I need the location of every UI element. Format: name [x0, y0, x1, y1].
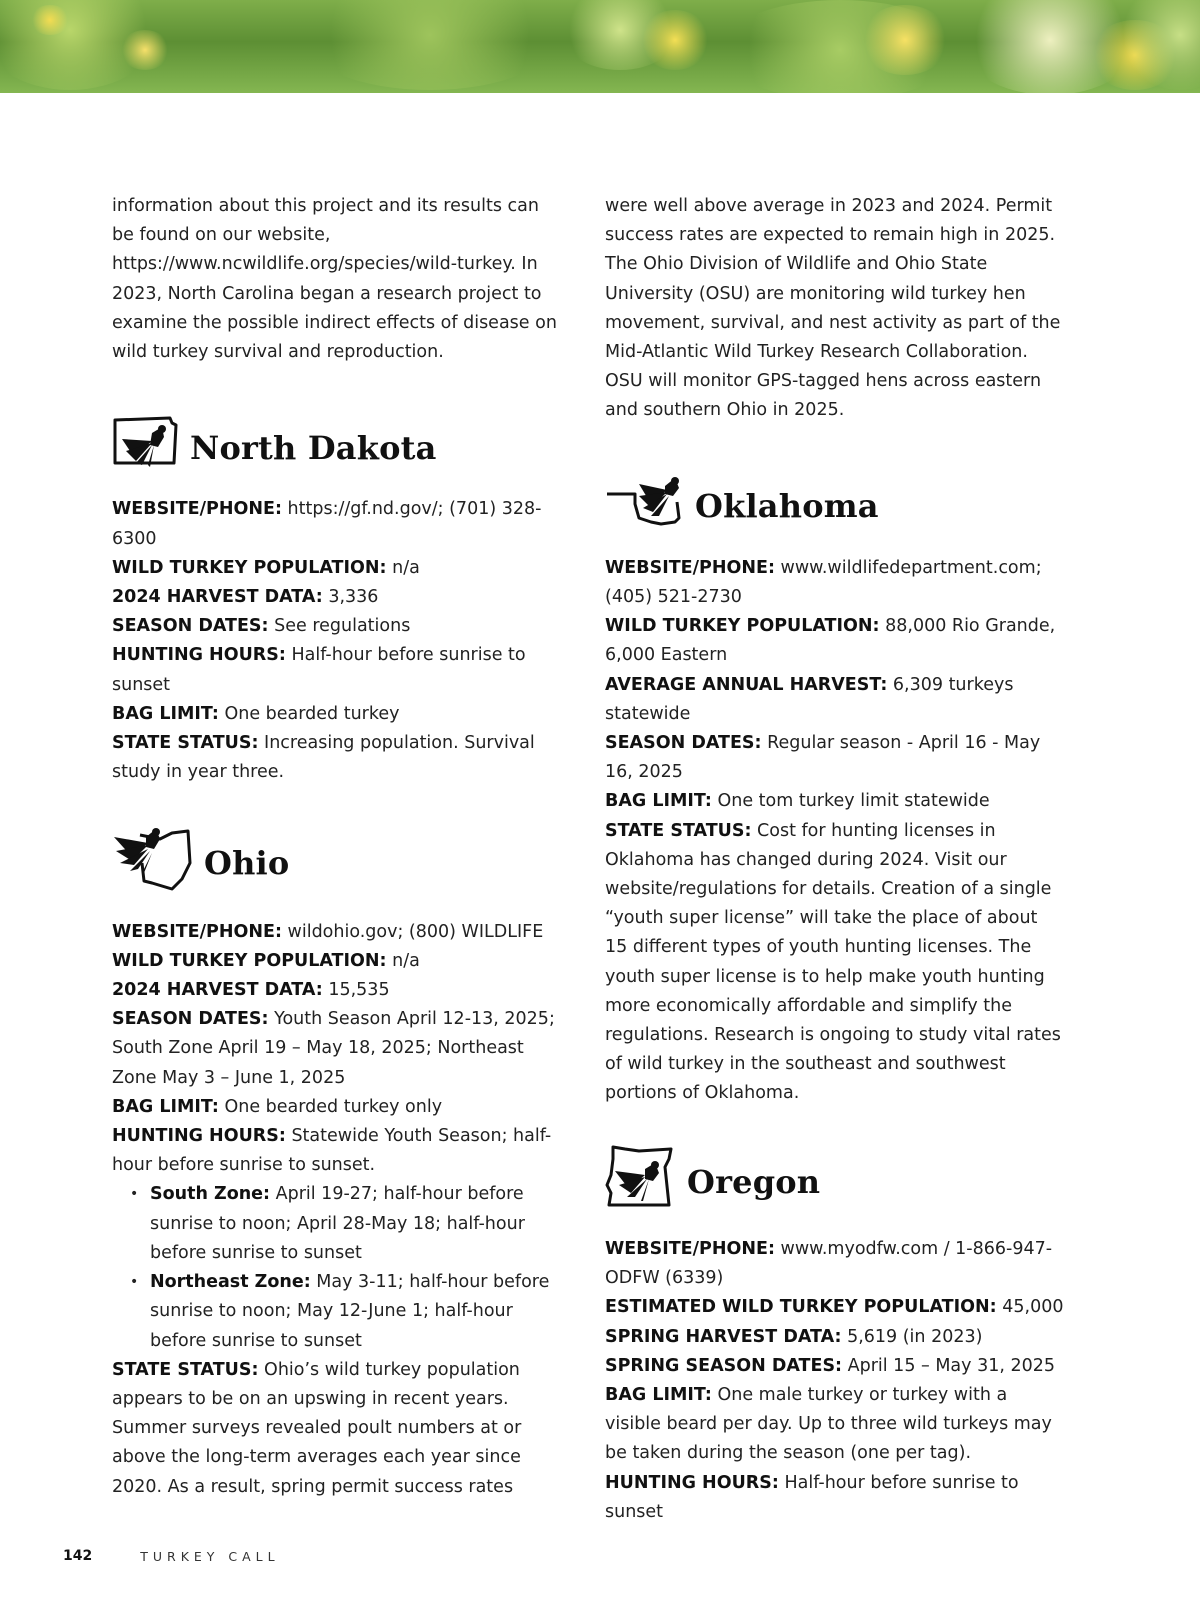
- oklahoma-harvest: AVERAGE ANNUAL HARVEST: 6,309 turkeys statewide: [605, 674, 1014, 724]
- oregon-season: SPRING SEASON DATES: April 15 – May 31, 2025: [605, 1355, 1056, 1376]
- page-footer: [63, 1548, 280, 1565]
- north-dakota-population: WILD TURKEY POPULATION: n/a: [112, 557, 420, 578]
- north-dakota-turkey-icon: [112, 415, 178, 481]
- oklahoma-heading: [605, 474, 1065, 540]
- oklahoma-bag-limit: BAG LIMIT: One tom turkey limit statewide: [605, 791, 990, 812]
- north-dakota-heading: [112, 415, 562, 481]
- ohio-season: SEASON DATES: Youth Season April 12-13, 2025; South Zone April 19 – May 18, 2025; Northeast Zone May 3 – June 1, 2025: [112, 1009, 555, 1088]
- oklahoma-season: SEASON DATES: Regular season - April 16 - May 16, 2025: [605, 733, 1041, 783]
- ohio-hours: HUNTING HOURS: Statewide Youth Season; half-hour before sunrise to sunset.: [112, 1126, 552, 1176]
- page-number: 142: [63, 1548, 93, 1564]
- ohio-turkey-icon: [112, 823, 192, 903]
- right-column: [605, 192, 1065, 1527]
- north-dakota-website: WEBSITE/PHONE: https://gf.nd.gov/; (701) 328-6300: [112, 499, 542, 549]
- intro-paragraph-right: were well above average in 2023 and 2024. Permit success rates are expected to remain high in 2025. The Ohio Division of Wildlife and Ohio State University (OSU) are monitoring wild turkey hen movement, survival, and nest activity as part of the Mid-Atlantic Wild Turkey Research Collaboration. OSU will monitor GPS-tagged hens across eastern and southern Ohio in 2025.: [605, 196, 1061, 421]
- ohio-heading: [112, 823, 562, 903]
- oklahoma-status: STATE STATUS: Cost for hunting licenses in Oklahoma has changed during 2024. Visit our website/regulations for details. Creation of a single “youth super license” will take the place of about 15 different types of youth hunting licenses. The youth super license is to help make youth hunting more economically affordable and simplify the regulations. Research is ongoing to study vital rates of wild turkey in the southeast and southwest portions of Oklahoma.: [605, 820, 1061, 1104]
- intro-paragraph-left: information about this project and its results can be found on our website, https://www.ncwildlife.org/species/wild-turkey. In 2023, North Carolina began a research project to examine the possible indirect effects of disease on wild turkey survival and reproduction.: [112, 196, 557, 363]
- oregon-hours: HUNTING HOURS: Half-hour before sunrise to sunset: [605, 1472, 1019, 1522]
- north-dakota-bag-limit: BAG LIMIT: One bearded turkey: [112, 703, 400, 724]
- list-item: • South Zone: April 19-27; half-hour before sunrise to noon; April 28-May 18; half-hour before sunrise to sunset: [150, 1180, 562, 1268]
- ohio-zone-list: [112, 1180, 562, 1355]
- ohio-population: WILD TURKEY POPULATION: n/a: [112, 950, 420, 971]
- oklahoma-turkey-icon: [605, 474, 683, 540]
- oklahoma-title: Oklahoma: [695, 487, 879, 526]
- oregon-population: ESTIMATED WILD TURKEY POPULATION: 45,000: [605, 1297, 1064, 1318]
- north-dakota-harvest: 2024 HARVEST DATA: 3,336: [112, 587, 379, 608]
- ohio-status: STATE STATUS: Ohio’s wild turkey population appears to be on an upswing in recent years. Summer surveys revealed poult numbers at or above the long-term averages each year since 2020. As a result, spring permit success rates: [112, 1359, 522, 1497]
- oklahoma-population: WILD TURKEY POPULATION: 88,000 Rio Grande, 6,000 Eastern: [605, 616, 1056, 666]
- ohio-bag-limit: BAG LIMIT: One bearded turkey only: [112, 1096, 443, 1117]
- ohio-harvest: 2024 HARVEST DATA: 15,535: [112, 980, 390, 1001]
- north-dakota-season: SEASON DATES: See regulations: [112, 616, 411, 637]
- north-dakota-hours: HUNTING HOURS: Half-hour before sunrise to sunset: [112, 645, 526, 695]
- oregon-heading: [605, 1145, 1065, 1221]
- oregon-title: Oregon: [687, 1163, 821, 1202]
- ohio-title: Ohio: [204, 843, 290, 882]
- oklahoma-website: WEBSITE/PHONE: www.wildlifedepartment.com; (405) 521-2730: [605, 557, 1042, 608]
- north-dakota-title: North Dakota: [190, 428, 437, 467]
- list-item: • Northeast Zone: May 3-11; half-hour before sunrise to noon; May 12-June 1; half-hour before sunrise to sunset: [150, 1268, 562, 1356]
- oregon-turkey-icon: [605, 1145, 675, 1221]
- oregon-harvest: SPRING HARVEST DATA: 5,619 (in 2023): [605, 1326, 983, 1347]
- publication-name: TURKEY CALL: [140, 1549, 280, 1564]
- left-column: [112, 192, 562, 1502]
- header-banner-image: [0, 0, 1200, 93]
- ohio-website: WEBSITE/PHONE: wildohio.gov; (800) WILDLIFE: [112, 921, 544, 942]
- oregon-website: WEBSITE/PHONE: www.myodfw.com / 1-866-947-ODFW (6339): [605, 1238, 1053, 1289]
- oregon-bag-limit: BAG LIMIT: One male turkey or turkey with a visible beard per day. Up to three wild turkeys may be taken during the season (one per tag).: [605, 1384, 1052, 1464]
- north-dakota-status: STATE STATUS: Increasing population. Survival study in year three.: [112, 733, 535, 783]
